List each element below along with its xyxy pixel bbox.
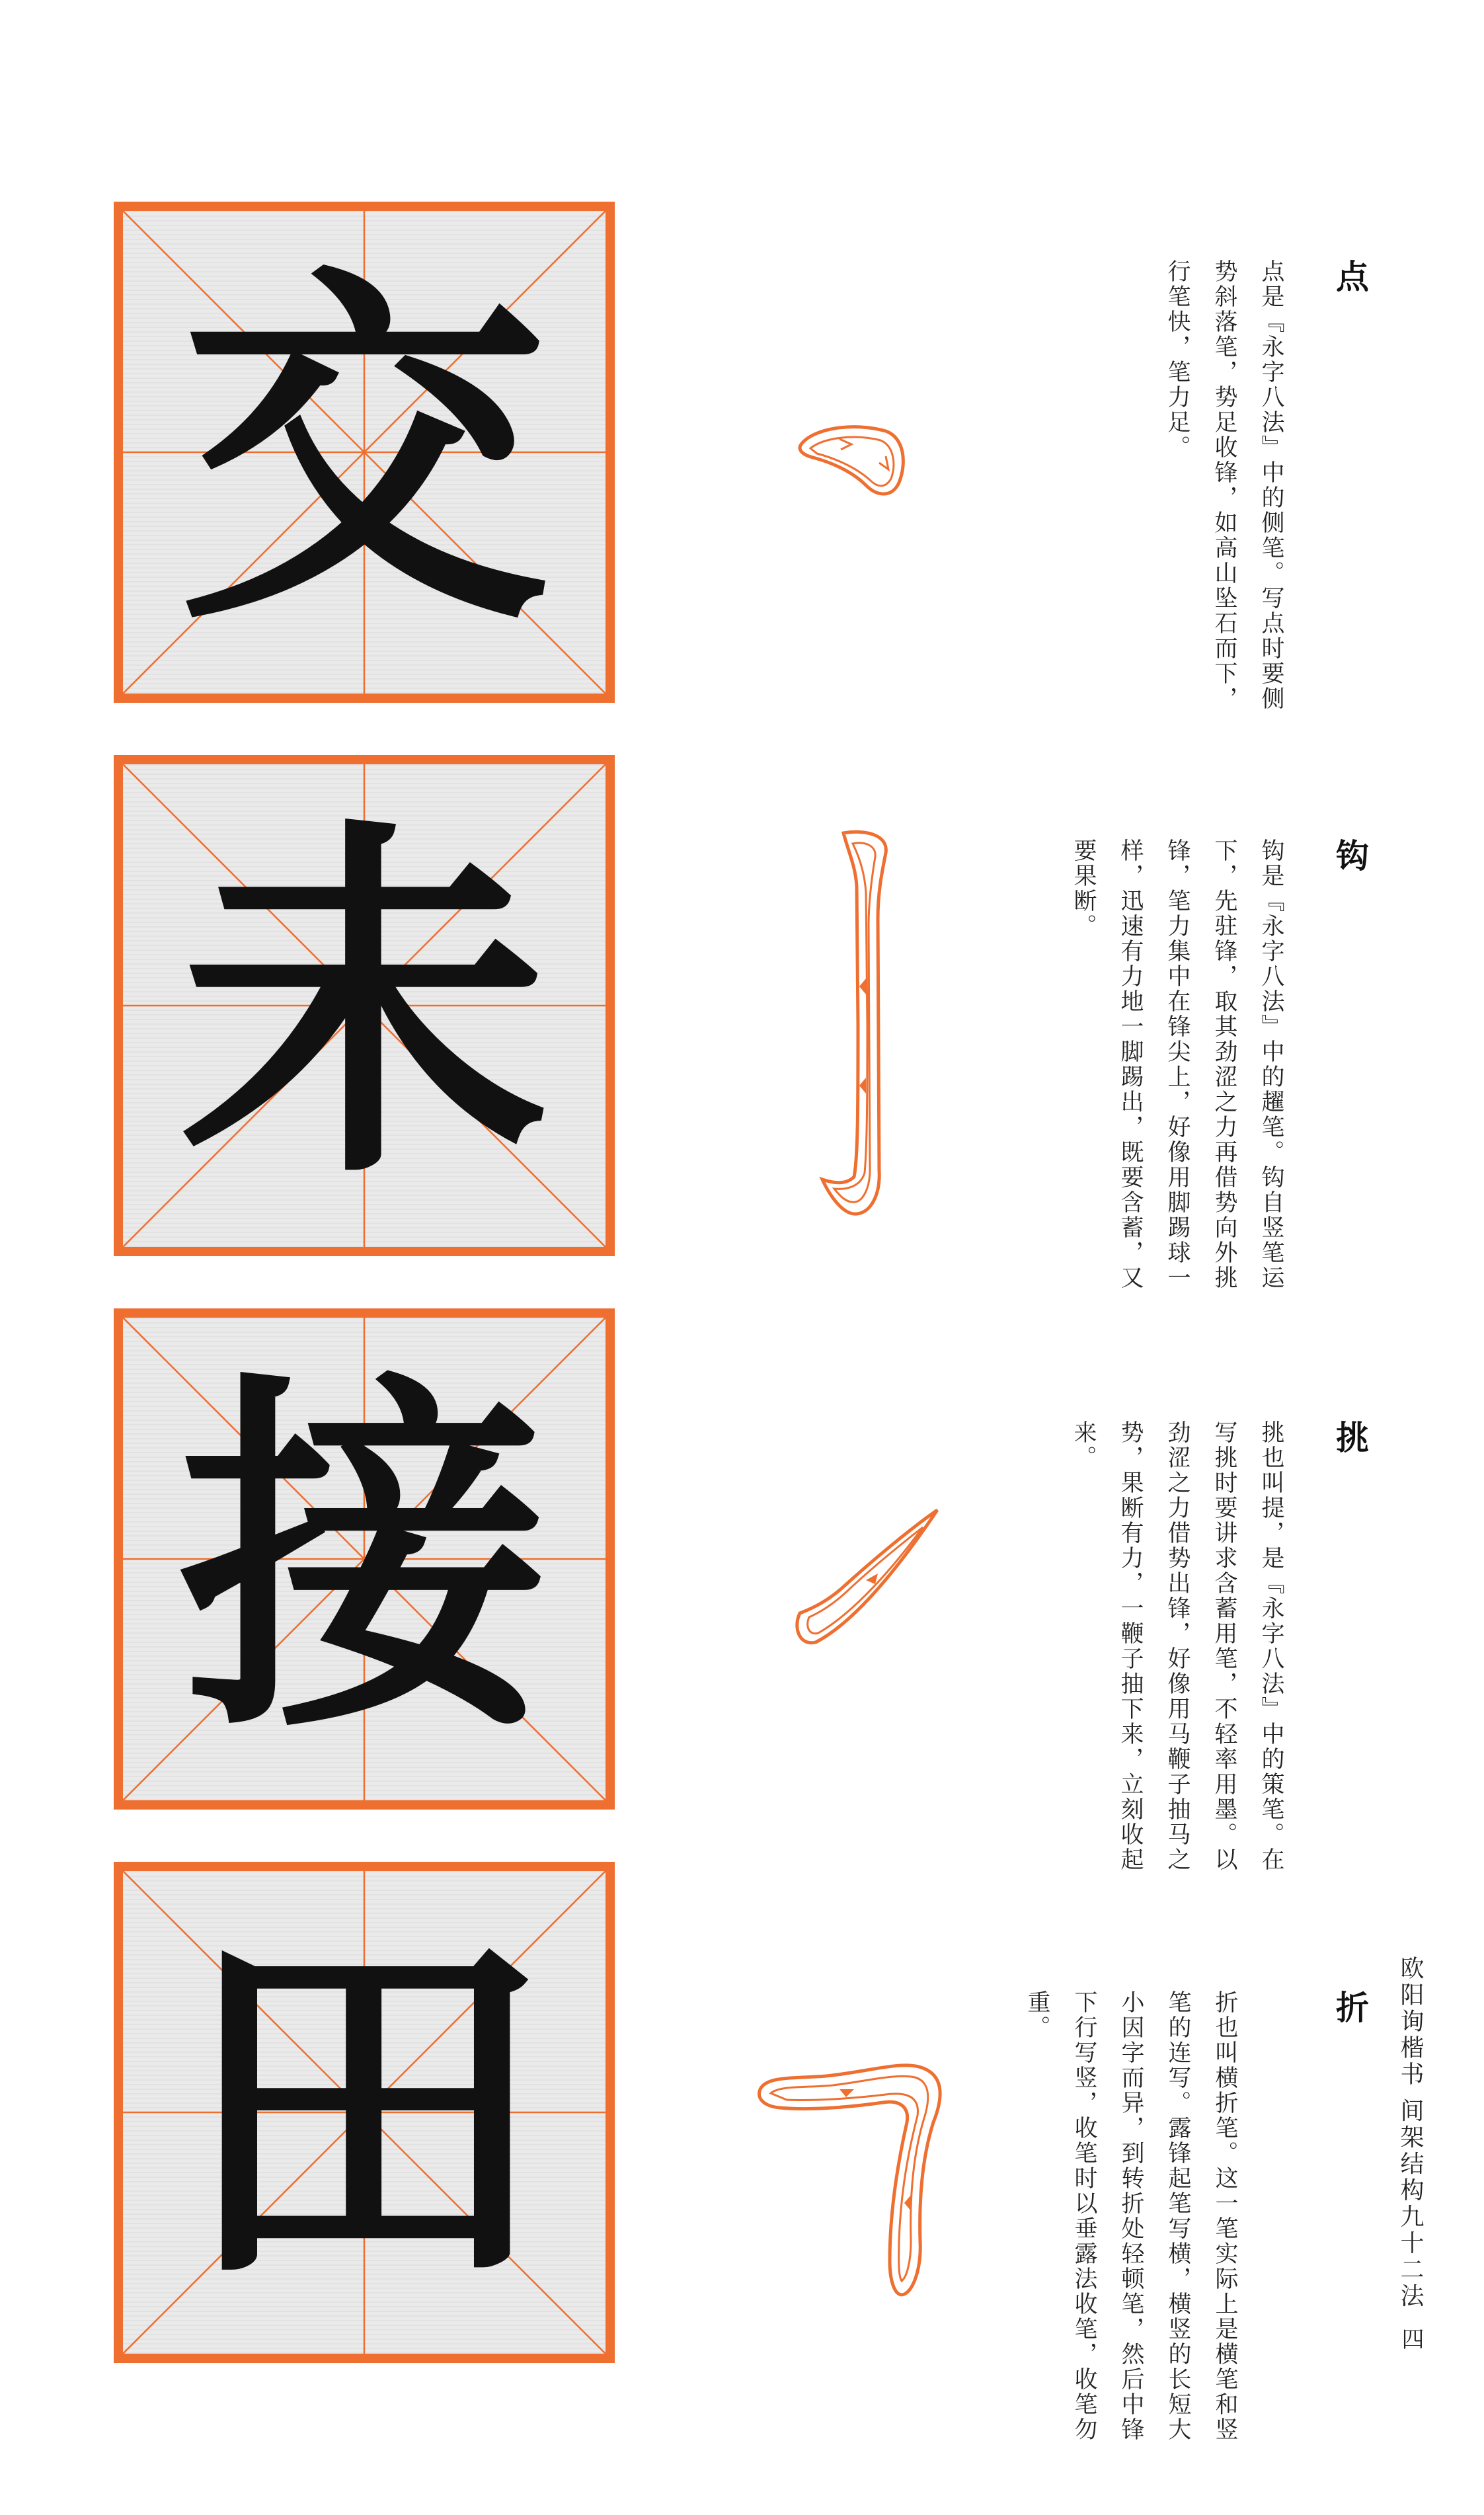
calligraphy-character: 接 [179, 1341, 549, 1776]
dot-stroke-icon [793, 417, 912, 502]
page-number: 四 [1397, 2327, 1424, 2350]
section-body-dot: 点是『永字八法』中的侧笔。写点时要侧势斜落笔，势足收锋，如高山坠石而下，行笔快，笔力足。 [1164, 259, 1284, 711]
section-heading-dot: 点 [1331, 259, 1369, 298]
grid-box-3 [114, 1308, 615, 1810]
rise-stroke-icon [787, 1501, 945, 1653]
hook-stroke-icon [814, 826, 914, 1223]
book-title: 欧阳询楷书 间架结构九十二法 [1397, 1956, 1424, 2310]
section-body-turn: 折也叫横折笔。这一笔实际上是横笔和竖笔的连写。露锋起笔写横，横竖的长短大小因字而异，到转折处轻顿笔，然后中锋下行写竖，收笔时以垂露法收笔，收笔勿重。 [1024, 1990, 1238, 2442]
section-body-rise: 挑也叫提，是『永字八法』中的策笔。在写挑时要讲求含蓄用笔，不轻率用墨。以劲涩之力借势出锋，好像用马鞭子抽马之势，果断有力，一鞭子抽下来，立刻收起来。 [1070, 1420, 1284, 1872]
section-heading-hook: 钩 [1331, 838, 1369, 877]
grid-box-4 [114, 1862, 615, 2363]
grid-box-1 [114, 202, 615, 703]
turn-stroke-icon [754, 2050, 952, 2301]
section-body-hook: 钩是『永字八法』中的趯笔。钩自竖笔运下，先驻锋，取其劲涩之力再借势向外挑锋，笔力集中在锋尖上，好像用脚踢球一样，迅速有力地一脚踢出，既要含蓄，又要果断。 [1070, 838, 1284, 1291]
calligraphy-character: 交 [179, 235, 549, 670]
calligraphy-character: 未 [179, 788, 549, 1223]
grid-box-2 [114, 755, 615, 1256]
section-heading-rise: 挑 [1331, 1420, 1369, 1458]
section-heading-turn: 折 [1331, 1990, 1369, 2028]
calligraphy-character: 田 [179, 1895, 549, 2330]
